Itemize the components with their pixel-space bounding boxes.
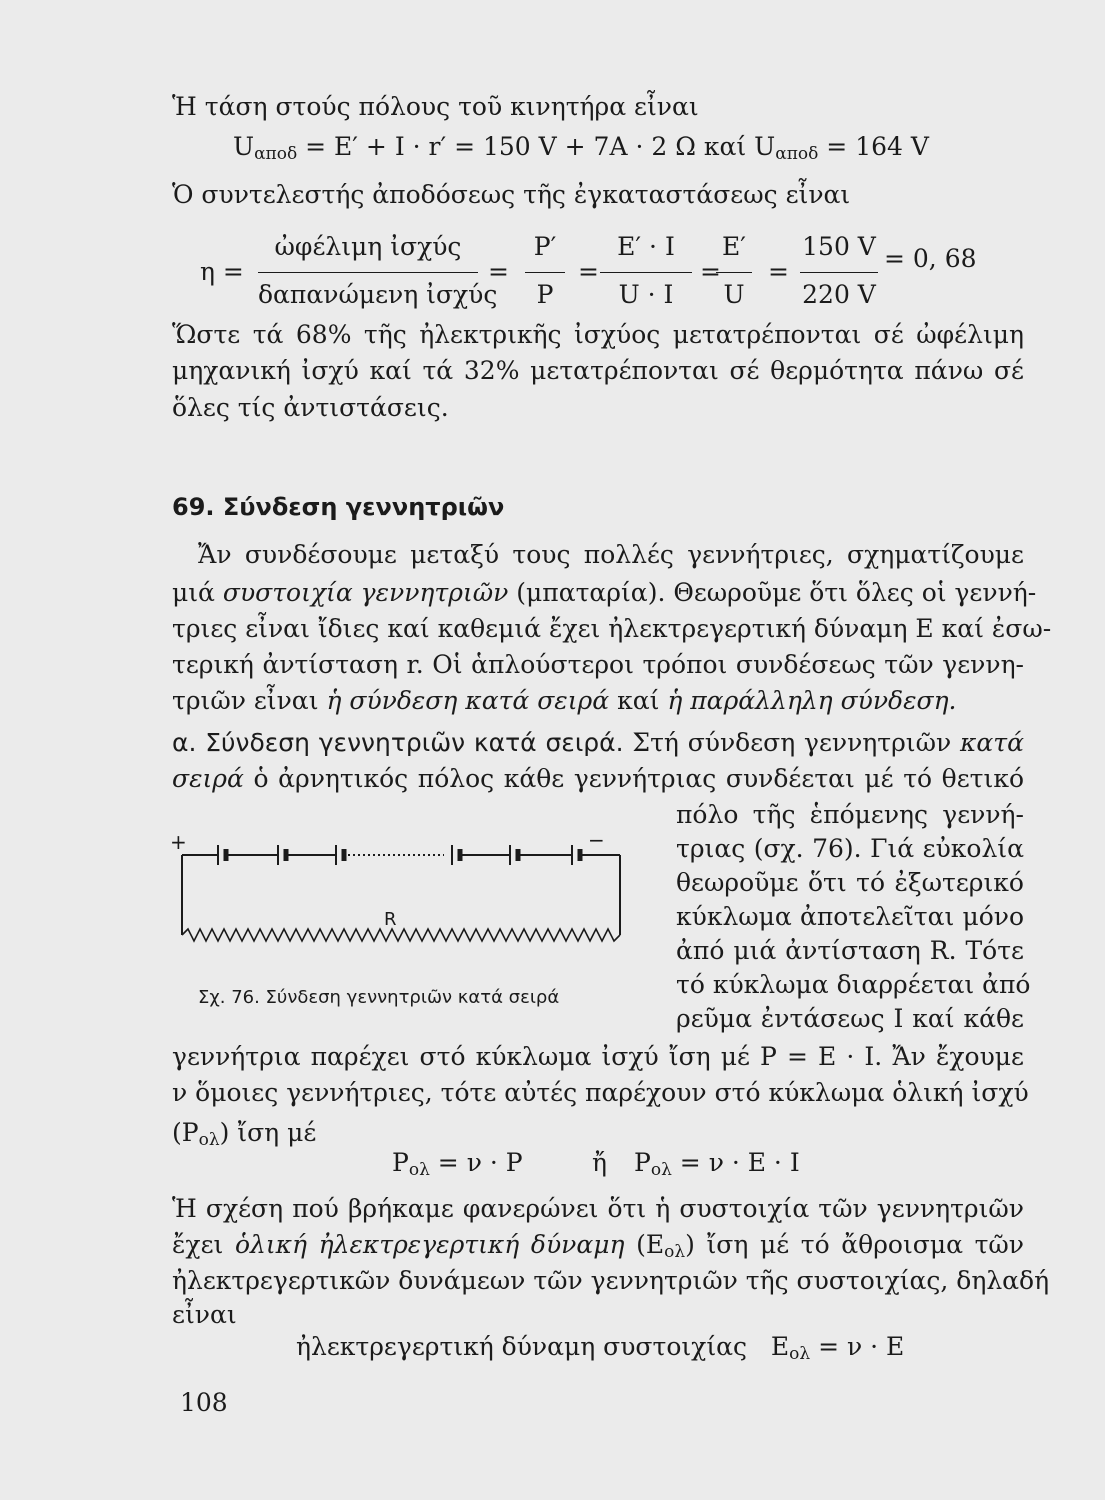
para-2-line-5 bbox=[172, 686, 957, 716]
para-2-text: μιά bbox=[172, 578, 215, 607]
emf-text: ἠλεκτρεγερτική δύναμη συστοιχίας bbox=[296, 1332, 748, 1361]
para-4-line-3: ἠλεκτρεγερτικῶν δυνάμεων τῶν γεννητριῶν τῆς συστοιχίας, δηλαδή bbox=[172, 1266, 1050, 1295]
subsection-italic: σειρά bbox=[172, 764, 244, 793]
para-2-line-2 bbox=[172, 578, 1037, 608]
series-circuit-diagram bbox=[160, 825, 640, 955]
voltage-equation-middle: = E′ + I · r′ = 150 V + 7A · 2 Ω καί U bbox=[305, 132, 776, 161]
emf-subscript: ολ bbox=[664, 1242, 686, 1262]
para-4-line-1: Ἡ σχέση πού βρήκαμε φανερώνει ὅτι ἡ συστοιχία τῶν γεννητριῶν bbox=[172, 1194, 1024, 1223]
voltage-equation-result: = 164 V bbox=[826, 132, 929, 161]
para-2-text: τριῶν εἶναι bbox=[172, 686, 319, 715]
emf-equation bbox=[296, 1332, 904, 1362]
para-4-text: ) ἴση μέ τό ἄθροισμα τῶν bbox=[685, 1230, 1025, 1259]
subsection-line-2 bbox=[172, 764, 1024, 794]
fraction-3-numerator: E′ · I bbox=[617, 232, 675, 261]
fraction-5-numerator: 150 V bbox=[802, 232, 876, 261]
wrap-line-1: πόλο τῆς ἑπόμενης γεννή- bbox=[676, 800, 1024, 829]
plus-terminal-label: + bbox=[170, 830, 187, 854]
power-symbol: P bbox=[392, 1148, 409, 1177]
para-1-line-3: ὅλες τίς ἀντιστάσεις. bbox=[172, 393, 449, 422]
wrap-line-2: τριας (σχ. 76). Γιά εὐκολία bbox=[676, 834, 1024, 863]
fraction-4-numerator: E′ bbox=[722, 232, 746, 261]
fraction-4-denominator: U bbox=[723, 280, 745, 309]
wrap-line-3: θεωροῦμε ὅτι τό ἐξωτερικό bbox=[676, 868, 1024, 897]
wrap-line-5: ἀπό μιά ἀντίσταση R. Τότε bbox=[676, 936, 1024, 965]
subsection-text: Στή σύνδεση γεννητριῶν bbox=[632, 728, 952, 757]
section-heading: 69. Σύνδεση γεννητριῶν bbox=[172, 493, 505, 521]
equals-3: = bbox=[700, 257, 721, 286]
para-1-line-1: Ὥστε τά 68% τῆς ἠλεκτρικῆς ἰσχύος μετατρέπονται σέ ὠφέλιμη bbox=[172, 320, 1024, 349]
fraction-bar-5 bbox=[800, 272, 878, 273]
voltage-equation bbox=[233, 132, 929, 162]
fraction-1-denominator: δαπανώμενη ἰσχύς bbox=[258, 280, 498, 309]
page-number: 108 bbox=[180, 1388, 228, 1417]
fraction-bar-1 bbox=[258, 272, 478, 273]
para-2-line-3: τριες εἶναι ἴδιες καί καθεμιά ἔχει ἠλεκτρεγερτική δύναμη E καί ἐσω- bbox=[172, 614, 1052, 643]
term-series: ἡ σύνδεση κατά σειρά bbox=[326, 686, 610, 715]
subsection-line-1 bbox=[172, 728, 1024, 758]
para-2-text: καί bbox=[617, 686, 660, 715]
para-3-line-2: ν ὅμοιες γεννήτριες, τότε αὐτές παρέχουν στό κύκλωμα ὁλική ἰσχύ bbox=[172, 1078, 1029, 1107]
or-word: ἤ bbox=[592, 1148, 607, 1177]
power-subscript: ολ bbox=[650, 1160, 672, 1180]
emf-subscript: ολ bbox=[789, 1344, 811, 1364]
subsection-italic: κατά bbox=[960, 728, 1024, 757]
term-battery: συστοιχία γεννητριῶν bbox=[222, 578, 509, 607]
power-symbol: P bbox=[634, 1148, 651, 1177]
fraction-3-denominator: U · I bbox=[618, 280, 674, 309]
fraction-5-denominator: 220 V bbox=[802, 280, 876, 309]
wrap-line-7: ρεῦμα ἐντάσεως I καί κάθε bbox=[676, 1004, 1024, 1033]
minus-terminal-label: − bbox=[588, 828, 605, 852]
efficiency-result: = 0, 68 bbox=[884, 244, 977, 273]
power-equation-1 bbox=[392, 1148, 523, 1178]
efficiency-intro-line: Ὁ συντελεστής ἀποδόσεως τῆς ἐγκαταστάσεως εἶναι bbox=[172, 180, 851, 209]
para-1-line-2: μηχανική ἰσχύ καί τά 32% μετατρέπονται σέ θερμότητα πάνω σέ bbox=[172, 356, 1024, 385]
subsection-label: α. Σύνδεση γεννητριῶν κατά σειρά. bbox=[172, 728, 624, 757]
u-subscript: αποδ bbox=[254, 144, 298, 164]
wrap-line-6: τό κύκλωμα διαρρέεται ἀπό bbox=[676, 970, 1031, 999]
fraction-bar-4 bbox=[716, 272, 752, 273]
fraction-bar-2 bbox=[525, 272, 565, 273]
power-subscript: ολ bbox=[198, 1130, 220, 1150]
emf-symbol: E bbox=[770, 1332, 790, 1361]
resistor-label: R bbox=[384, 909, 397, 930]
fraction-1-numerator: ὠφέλιμη ἰσχύς bbox=[274, 232, 462, 261]
wrap-line-4: κύκλωμα ἀποτελεῖται μόνο bbox=[676, 902, 1024, 931]
equals-2: = bbox=[578, 257, 599, 286]
power-equation-2 bbox=[634, 1148, 800, 1178]
term-total-emf: ὁλική ἠλεκτρεγερτική δύναμη bbox=[234, 1230, 625, 1259]
emf-rhs: = ν · E bbox=[818, 1332, 905, 1361]
term-parallel: ἡ παράλληλη σύνδεση. bbox=[667, 686, 957, 715]
para-4-line-4: εἶναι bbox=[172, 1300, 237, 1329]
power-rhs: = ν · P bbox=[437, 1148, 523, 1177]
subsection-text: ὁ ἀρνητικός πόλος κάθε γεννήτριας συνδέεται μέ τό θετικό bbox=[253, 764, 1024, 793]
para-3-line-3 bbox=[172, 1118, 316, 1148]
fraction-2-numerator: P′ bbox=[533, 232, 557, 261]
fraction-bar-3 bbox=[600, 272, 692, 273]
para-2-line-1: Ἄν συνδέσουμε μεταξύ τους πολλές γεννήτριες, σχηματίζουμε bbox=[198, 540, 1024, 569]
para-4-text: ἔχει bbox=[172, 1230, 224, 1259]
para-3-line-1: γεννήτρια παρέχει στό κύκλωμα ἰσχύ ἴση μέ P = E · I. Ἄν ἔχουμε bbox=[172, 1042, 1024, 1071]
resistor-zigzag bbox=[182, 929, 620, 941]
power-text: ) ἴση μέ bbox=[219, 1118, 317, 1147]
power-subscript: ολ bbox=[408, 1160, 430, 1180]
para-4-line-2 bbox=[172, 1230, 1024, 1260]
para-2-text: (μπαταρία). Θεωροῦμε ὅτι ὅλες οἱ γεννή- bbox=[516, 578, 1037, 607]
fraction-2-denominator: P bbox=[536, 280, 554, 309]
equals-4: = bbox=[768, 257, 789, 286]
power-rhs: = ν · E · I bbox=[679, 1148, 800, 1177]
para-4-text: (E bbox=[636, 1230, 665, 1259]
equals-1: = bbox=[488, 257, 509, 286]
para-2-line-4: τερική ἀντίσταση r. Οἱ ἁπλούστεροι τρόποι συνδέσεως τῶν γεννη- bbox=[172, 650, 1024, 679]
power-text: (P bbox=[172, 1118, 199, 1147]
figure-caption: Σχ. 76. Σύνδεση γεννητριῶν κατά σειρά bbox=[198, 987, 560, 1008]
u-symbol: U bbox=[233, 132, 255, 161]
para-4-text bbox=[636, 1230, 1025, 1262]
eta-symbol: η = bbox=[200, 257, 244, 286]
u-subscript-2: αποδ bbox=[775, 144, 819, 164]
intro-line: Ἡ τάση στούς πόλους τοῦ κινητήρα εἶναι bbox=[172, 92, 699, 121]
